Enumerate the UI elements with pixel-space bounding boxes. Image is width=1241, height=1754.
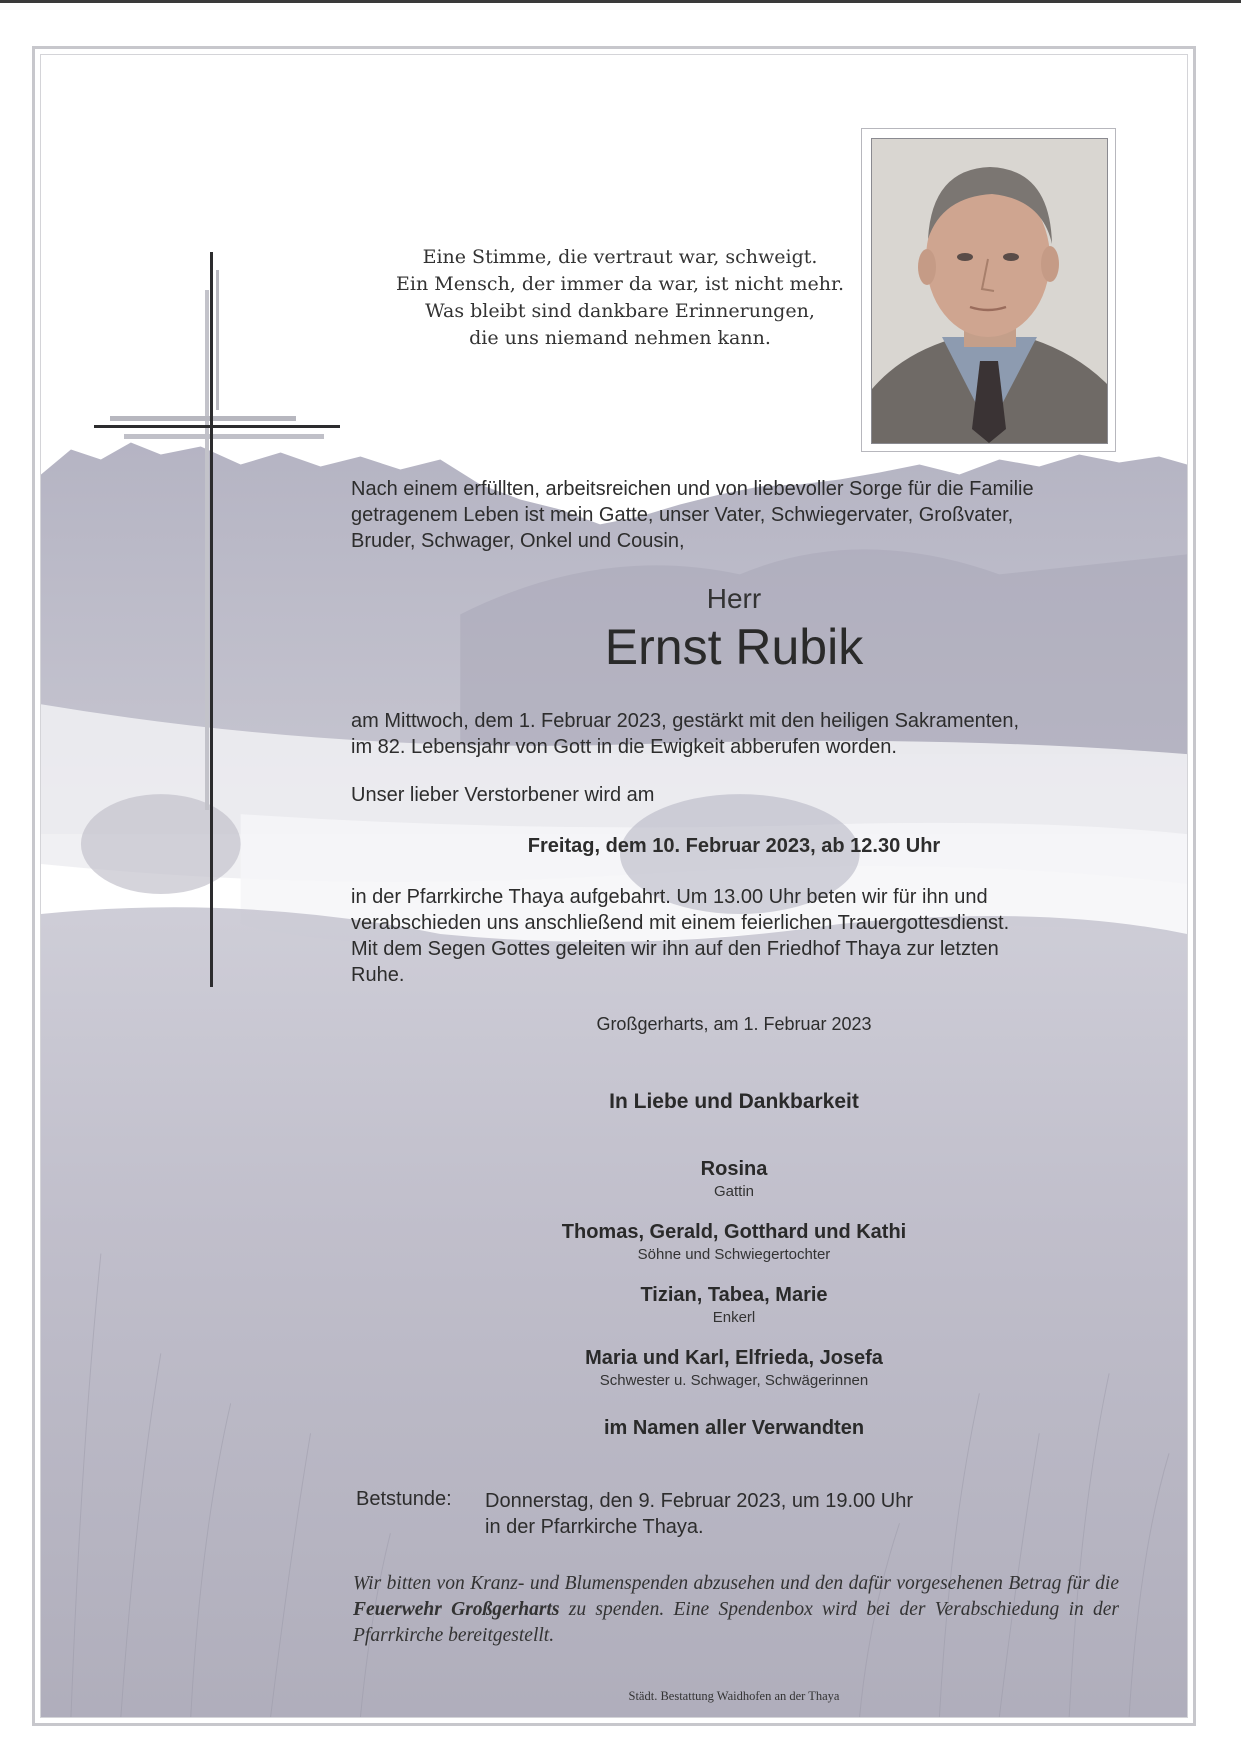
viewing-line: Ruhe. (351, 964, 405, 986)
intro-line: getragenem Leben ist mein Gatte, unser Vater, Schwiegervater, Großvater, (351, 504, 1014, 526)
deceased-name: Ernst Rubik (604, 619, 864, 675)
mourner-names: Thomas, Gerald, Gotthard und Kathi (561, 1221, 907, 1243)
prayer-line: in der Pfarrkirche Thaya. (485, 1516, 704, 1538)
portrait-photo (861, 128, 1116, 452)
portrait-image (871, 138, 1108, 444)
intro-paragraph (351, 476, 1117, 554)
mourner-relation: Söhne und Schwiegertochter (637, 1246, 831, 1263)
poem-line: Ein Mensch, der immer da war, ist nicht mehr. (396, 273, 844, 295)
mourner-names: Maria und Karl, Elfrieda, Josefa (585, 1347, 883, 1369)
request-text: Wir bitten von Kranz- und Blumenspenden abzusehen und den dafür vorgesehenen Betrag für die (353, 1573, 1119, 1594)
cross-accent-vertical (216, 270, 219, 410)
death-line: im 82. Lebensjahr von Gott in die Ewigkeit abberufen worden. (351, 736, 897, 758)
mourners-closing: im Namen aller Verwandten (603, 1417, 865, 1439)
portrait-illustration (872, 139, 1107, 443)
mourners-heading: In Liebe und Dankbarkeit (609, 1090, 859, 1113)
cross-horizontal-bar (94, 425, 340, 428)
poem (380, 244, 860, 352)
cross-accent-horizontal (110, 416, 296, 421)
intro-line: Nach einem erfüllten, arbeitsreichen und von liebevoller Sorge für die Familie (351, 478, 1034, 500)
cross-shadow-vertical (205, 290, 209, 810)
death-paragraph (351, 708, 1117, 760)
prayer-line: Donnerstag, den 9. Februar 2023, um 19.00 Uhr (485, 1490, 914, 1512)
prayer-details (485, 1488, 913, 1540)
scan-top-edge (0, 0, 1241, 3)
viewing-date: Freitag, dem 10. Februar 2023, ab 12.30 Uhr (527, 835, 941, 857)
poem-line: Was bleibt sind dankbare Erinnerungen, (425, 300, 815, 322)
viewing-line: in der Pfarrkirche Thaya aufgebahrt. Um 13.00 Uhr beten wir für ihn und (351, 886, 988, 908)
poem-line: Eine Stimme, die vertraut war, schweigt. (422, 246, 818, 268)
undertaker-credit: Städt. Bestattung Waidhofen an der Thaya (628, 1689, 840, 1703)
viewing-line: Mit dem Segen Gottes geleiten wir ihn auf den Friedhof Thaya zur letzten (351, 938, 999, 960)
intro-line: Bruder, Schwager, Onkel und Cousin, (351, 530, 685, 552)
mourner-names: Rosina (700, 1158, 768, 1180)
salutation: Herr (706, 583, 762, 614)
death-line: am Mittwoch, dem 1. Februar 2023, gestärkt mit den heiligen Sakramenten, (351, 710, 1020, 732)
poem-line: die uns niemand nehmen kann. (469, 327, 771, 349)
viewing-line: verabschieden uns anschließend mit einem feierlichen Trauergottesdienst. (351, 912, 1010, 934)
mourner-relation: Enkerl (712, 1309, 756, 1326)
cross-vertical-bar (210, 252, 213, 987)
place-date: Großgerharts, am 1. Februar 2023 (596, 1014, 872, 1034)
request-organization: Feuerwehr Großgerharts (353, 1599, 560, 1620)
mourner-relation: Schwester u. Schwager, Schwägerinnen (599, 1372, 869, 1389)
prayer-label: Betstunde: (356, 1488, 452, 1510)
donation-request (353, 1571, 1119, 1649)
cross-shadow-horizontal (124, 434, 324, 439)
viewing-paragraph (351, 884, 1117, 988)
mourner-names: Tizian, Tabea, Marie (640, 1284, 828, 1306)
viewing-intro: Unser lieber Verstorbener wird am (351, 784, 655, 806)
request-text: zu spenden. Eine Spendenbox wird bei der Verabschiedung in der Pfarrkirche bereitgestellt. (353, 1599, 1120, 1646)
mourner-relation: Gattin (713, 1183, 755, 1200)
